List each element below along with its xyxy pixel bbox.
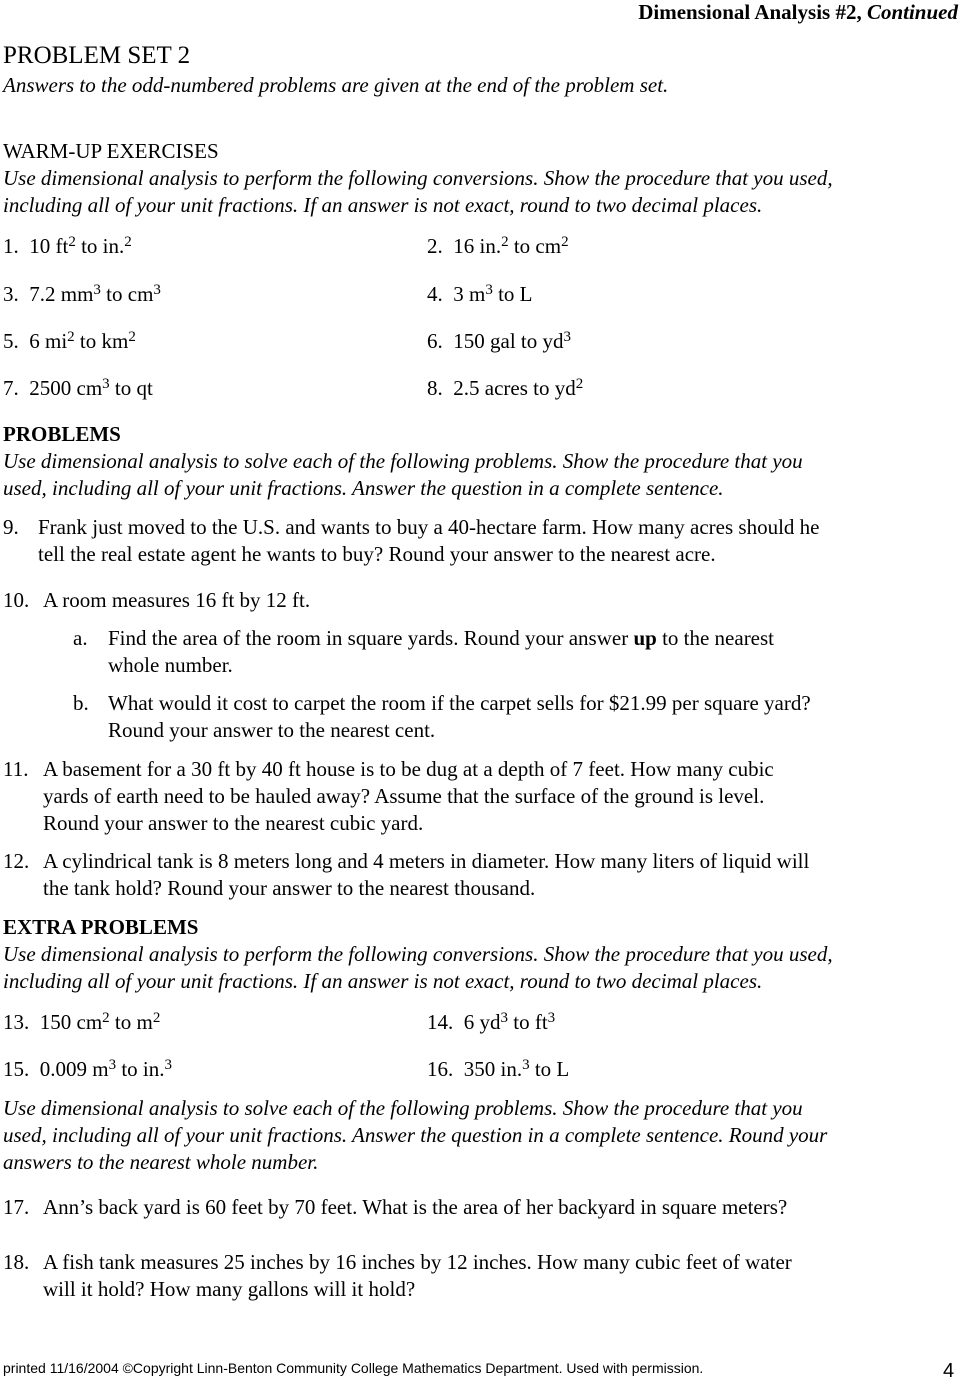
exercise-13: 13. 150 $cm^2$ to $m^2$: [3, 1010, 161, 1034]
exercise-5: 5. 6 $mi^2$ to $km^2$: [3, 329, 136, 353]
problem-17-line-1: Ann’s back yard is 60 feet by 70 feet. What is the area of her backyard in square meters?: [43, 1195, 788, 1219]
exercise-1: 1. 10 $ft^2$ to in.$^2$: [3, 234, 132, 258]
problem-10b-label: b.: [73, 691, 89, 715]
exercise-6: 6. 150 gal to $yd^3$: [427, 329, 571, 353]
exercise-15: 15. 0.009 $m^3$ to in.$^3$: [3, 1057, 173, 1081]
problem-10-line-1: A room measures 16 ft by 12 ft.: [43, 588, 311, 612]
extra-instructions2-line-1: Use dimensional analysis to solve each of the following problems. Show the procedure that you: [3, 1096, 803, 1120]
exercise-8: 8. 2.5 acres to $yd^2$: [427, 376, 584, 400]
warmup-heading: WARM-UP EXERCISES: [3, 139, 219, 163]
problem-10b-line-1: What would it cost to carpet the room if the carpet sells for $21.99 per square yard?: [108, 691, 811, 715]
extra-instructions-line-2: including all of your unit fractions. If an answer is not exact, round to two decimal places.: [3, 969, 763, 993]
footer-copyright: printed 11/16/2004 ©Copyright Linn-Benton Community College Mathematics Department. Used with permission.: [3, 1360, 704, 1376]
exercise-3: 3. 7.2 $mm^3$ to $cm^3$: [3, 282, 161, 306]
extra-instructions-line-1: Use dimensional analysis to perform the following conversions. Show the procedure that you used,: [3, 942, 833, 966]
running-header: Dimensional Analysis #2, Continued: [638, 0, 958, 24]
page-subtitle: Answers to the odd-numbered problems are given at the end of the problem set.: [3, 73, 669, 97]
problem-18-line-2: will it hold? How many gallons will it hold?: [43, 1277, 416, 1301]
problems-instructions-line-1: Use dimensional analysis to solve each of the following problems. Show the procedure that you: [3, 449, 803, 473]
problem-17-number: 17.: [3, 1195, 30, 1219]
exercise-16: 16. 350 in.$^3$ to L: [427, 1057, 570, 1081]
problem-9-line-2: tell the real estate agent he wants to buy? Round your answer to the nearest acre.: [38, 542, 716, 566]
problem-9-number: 9.: [3, 515, 19, 539]
extra-instructions2-line-3: answers to the nearest whole number.: [3, 1150, 319, 1174]
extra-instructions2-line-2: used, including all of your unit fractions. Answer the question in a complete sentence. Round your: [3, 1123, 828, 1147]
problem-10b-line-2: Round your answer to the nearest cent.: [108, 718, 436, 742]
warmup-instructions-line-2: including all of your unit fractions. If an answer is not exact, round to two decimal places.: [3, 193, 763, 217]
problem-12-number: 12.: [3, 849, 30, 873]
exercise-14: 14. 6 $yd^3$ to $ft^3$: [427, 1010, 556, 1034]
extra-heading: EXTRA PROBLEMS: [3, 915, 199, 939]
problem-12-line-2: the tank hold? Round your answer to the nearest thousand.: [43, 876, 536, 900]
problem-10a-label: a.: [73, 626, 88, 650]
problem-18-line-1: A fish tank measures 25 inches by 16 inches by 12 inches. How many cubic feet of water: [43, 1250, 792, 1274]
exercise-7: 7. 2500 $cm^3$ to qt: [3, 376, 153, 400]
page-number: 4: [943, 1360, 955, 1382]
problems-instructions-line-2: used, including all of your unit fractions. Answer the question in a complete sentence.: [3, 476, 724, 500]
exercise-2: 2. 16 in.$^2$ to $cm^2$: [427, 234, 569, 258]
problem-18-number: 18.: [3, 1250, 30, 1274]
warmup-instructions-line-1: Use dimensional analysis to perform the following conversions. Show the procedure that you used,: [3, 166, 833, 190]
problem-9-line-1: Frank just moved to the U.S. and wants to buy a 40-hectare farm. How many acres should he: [38, 515, 820, 539]
problem-11-line-3: Round your answer to the nearest cubic yard.: [43, 811, 424, 835]
exercise-4: 4. 3 $m^3$ to L: [427, 282, 533, 306]
problem-11-line-2: yards of earth need to be hauled away? Assume that the surface of the ground is level.: [43, 784, 765, 808]
problem-12-line-1: A cylindrical tank is 8 meters long and 4 meters in diameter. How many liters of liquid will: [43, 849, 810, 873]
problem-11-number: 11.: [3, 757, 29, 781]
problems-heading: PROBLEMS: [3, 422, 121, 446]
problem-10a-line-2: whole number.: [108, 653, 233, 677]
problem-11-line-1: A basement for a 30 ft by 40 ft house is to be dug at a depth of 7 feet. How many cubic: [43, 757, 774, 781]
problem-10-number: 10.: [3, 588, 30, 612]
page-title: PROBLEM SET 2: [3, 42, 191, 69]
problem-10a-line-1: Find the area of the room in square yards. Round your answer up to the nearest: [108, 626, 775, 650]
